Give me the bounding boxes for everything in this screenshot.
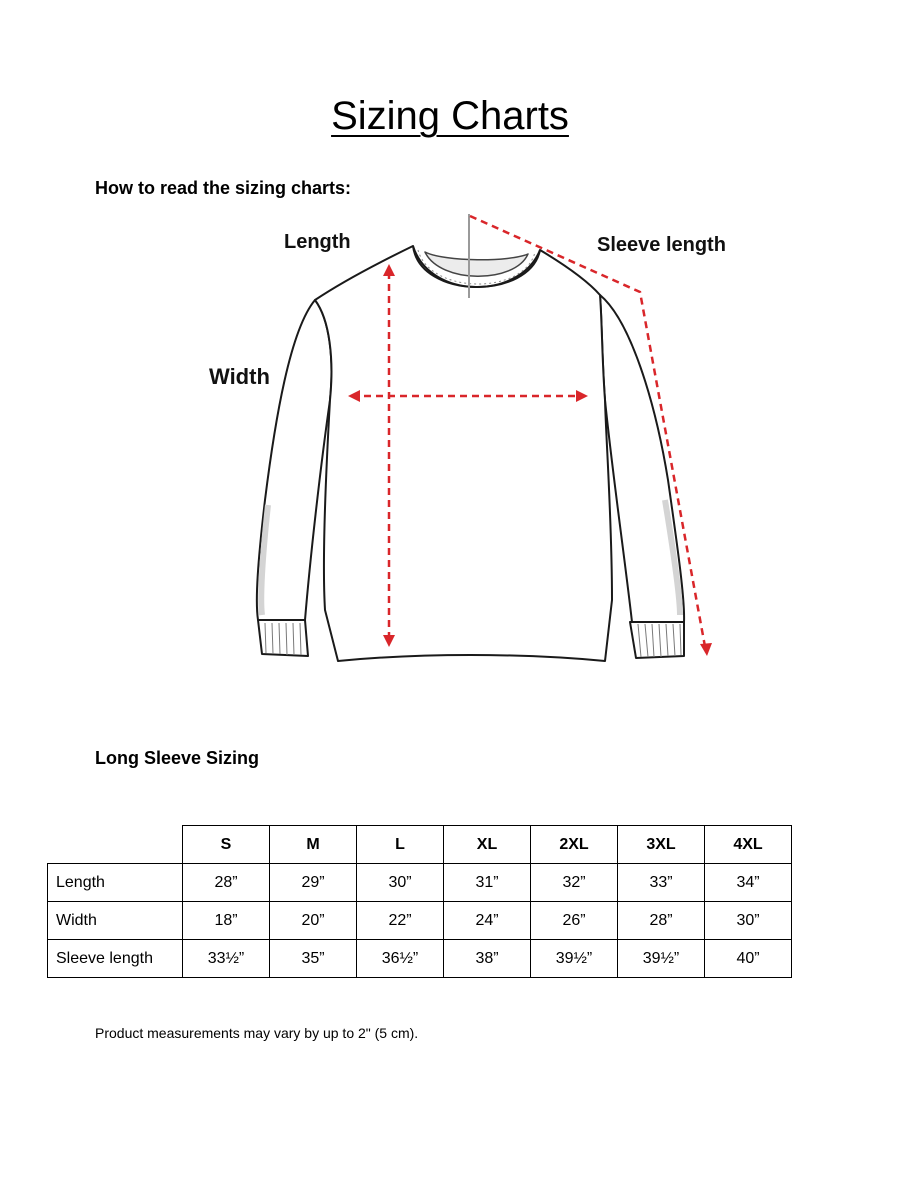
size-header: L (357, 826, 444, 864)
size-header: S (183, 826, 270, 864)
long-sleeve-heading: Long Sleeve Sizing (95, 748, 260, 768)
table-cell: 38” (444, 940, 531, 978)
table-cell: 32” (531, 864, 618, 902)
table-row (48, 940, 792, 978)
table-cell: 20” (270, 902, 357, 940)
row-label: Length (48, 864, 183, 902)
table-cell: 30” (357, 864, 444, 902)
row-label: Width (48, 902, 183, 940)
table-cell: 29” (270, 864, 357, 902)
table-cell: 36½” (357, 940, 444, 978)
size-header: 4XL (705, 826, 792, 864)
size-header: M (270, 826, 357, 864)
how-to-read-heading: How to read the sizing charts: (95, 178, 352, 198)
table-corner-cell (48, 826, 183, 864)
collar-inner (425, 252, 528, 276)
length-label: Length (284, 231, 351, 253)
table-cell: 33” (618, 864, 705, 902)
sweatshirt-body (315, 246, 612, 661)
table-header-row (48, 826, 792, 864)
table-cell: 40” (705, 940, 792, 978)
row-label: Sleeve length (48, 940, 183, 978)
table-cell: 34” (705, 864, 792, 902)
sizing-table (47, 825, 792, 978)
table-cell: 35” (270, 940, 357, 978)
left-sleeve (257, 300, 332, 620)
measurement-note: Product measurements may vary by up to 2" (5 cm). (95, 1025, 419, 1041)
size-header: XL (444, 826, 531, 864)
table-row (48, 864, 792, 902)
table-cell: 28” (618, 902, 705, 940)
size-header: 3XL (618, 826, 705, 864)
table-cell: 24” (444, 902, 531, 940)
table-cell: 28” (183, 864, 270, 902)
table-cell: 33½” (183, 940, 270, 978)
page-title: Sizing Charts (331, 94, 569, 138)
sleeve-length-label: Sleeve length (597, 234, 726, 256)
table-cell: 26” (531, 902, 618, 940)
table-cell: 31” (444, 864, 531, 902)
table-cell: 39½” (618, 940, 705, 978)
width-label: Width (209, 364, 270, 389)
sweatshirt-diagram (195, 205, 740, 680)
table-row (48, 902, 792, 940)
size-header: 2XL (531, 826, 618, 864)
sweatshirt-illustration (257, 214, 684, 661)
table-cell: 22” (357, 902, 444, 940)
table-cell: 30” (705, 902, 792, 940)
table-cell: 18” (183, 902, 270, 940)
table-cell: 39½” (531, 940, 618, 978)
